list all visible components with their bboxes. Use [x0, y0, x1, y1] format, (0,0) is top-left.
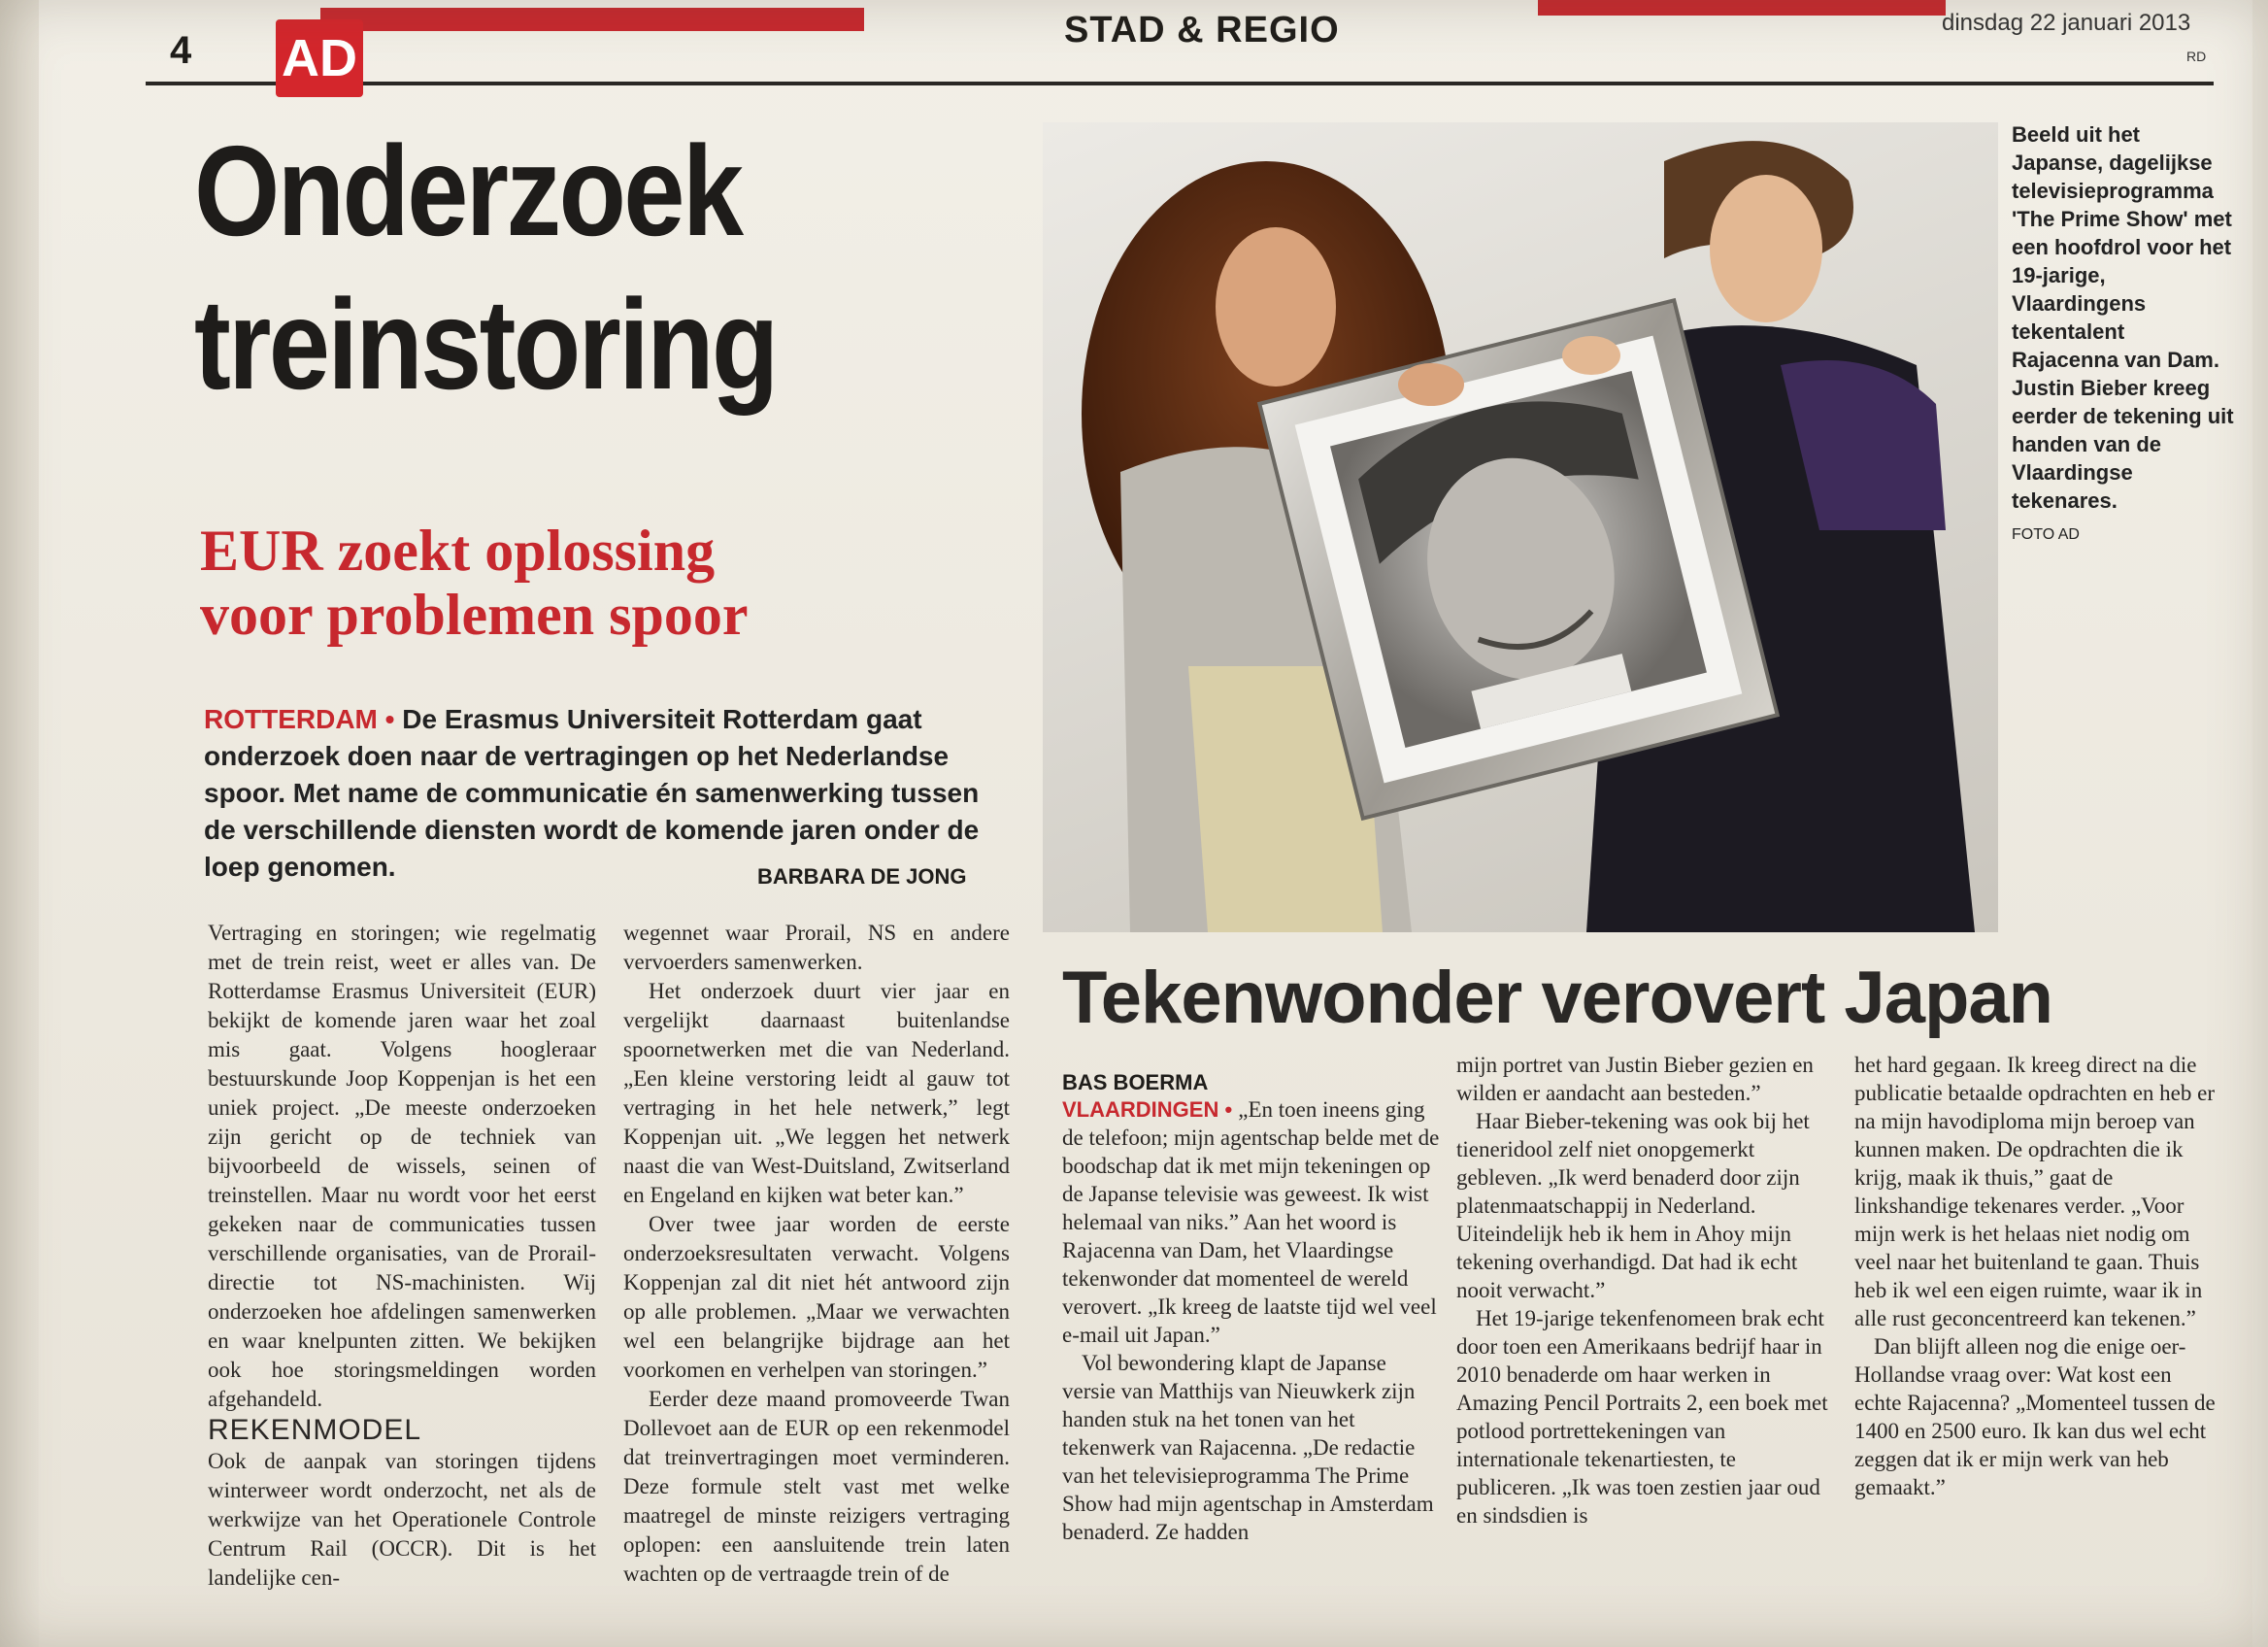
second-dateline-separator: • — [1218, 1097, 1239, 1122]
lead-text: De Erasmus Universiteit Rotterdam gaat onderzoek doen naar de vertragingen op het Nederlandse spoor. Met name de communicatie én samenwerking tussen de verschillende diensten wordt de komende jaren onder de loep genomen. — [204, 704, 980, 882]
paragraph: Haar Bieber-tekening was ook bij het tieneridool zelf niet onopgemerkt gebleven. „Ik werd benaderd door zijn platenmaatschappij in Nederland. Uiteindelijk heb ik hem in Ahoy mijn tekening overhandigd. Dat had ik echt nooit verwacht.” — [1456, 1109, 1810, 1302]
woman-hand — [1398, 363, 1464, 406]
subhead-line-2: voor problemen spoor — [200, 583, 749, 647]
header-red-bar-right — [1538, 0, 1946, 16]
byline: BARBARA DE JONG — [757, 864, 967, 889]
paragraph: wegennet waar Prorail, NS en andere vervoerders samenwerken. — [623, 921, 1010, 974]
article-headline — [194, 115, 879, 421]
article-subhead — [200, 519, 996, 647]
second-article-byline: BAS BOERMA — [1062, 1070, 1209, 1094]
issue-date: dinsdag 22 januari 2013 — [1942, 10, 2191, 36]
article-photo — [1043, 122, 1998, 932]
man-hand — [1562, 336, 1620, 375]
photo-credit: FOTO AD — [2012, 526, 2080, 543]
paragraph: mijn portret van Justin Bieber gezien en wilden er aandacht aan besteden.” — [1456, 1053, 1814, 1105]
dateline-separator: • — [377, 704, 403, 734]
header-red-bar-left — [320, 8, 864, 31]
article-column-1 — [208, 919, 596, 1593]
paragraph: Over twee jaar worden de eerste onderzoeksresultaten verwacht. Volgens Koppenjan zal dit niet hét antwoord zijn op alle problemen. „Maar we verwachten wel een belangrijke bijdrage aan het voorkomen en verhelpen van storingen.” — [623, 1212, 1010, 1382]
dateline: ROTTERDAM — [204, 704, 378, 734]
paragraph: Ook de aanpak van storingen tijdens winterweer wordt onderzocht, net als de werkwijze van het Operationele Controle Centrum Rail (OCCR). Dit is het landelijke cen- — [208, 1449, 596, 1590]
paragraph: Vertraging en storingen; wie regelmatig met de trein reist, weet er alles van. De Rotterdamse Erasmus Universiteit (EUR) bekijkt de komende jaren waar het zoal mis gaat. Volgens hoogleraar bestuurskunde Joop Koppenjan is het een uniek project. „De meeste onderzoeken zijn gericht op de techniek van bijvoorbeeld de wissels, seinen of treinstellen. Maar nu wordt voor het eerst gekeken naar de communicaties tussen verschillende organisaties, van de Proraildirectie tot NS-machinisten. Wij onderzoeken hoe afdelingen samenwerken en waar knelpunten zitten. We bekijken ook hoe storingsmeldingen worden afgehandeld. — [208, 921, 596, 1411]
section-title: STAD & REGIO — [1064, 10, 1340, 50]
paragraph: Het 19-jarige tekenfenomeen brak echt door toen een Amerikaans bedrijf haar in 2010 benaderde om haar werken in Amazing Pencil Portraits 2, een boek met potlood portrettekeningen van internationale tekenartiesten, te publiceren. „Ik was toen zestien jaar oud en sindsdien is — [1456, 1306, 1828, 1528]
paragraph — [1062, 1095, 1441, 1349]
paragraph: Het onderzoek duurt vier jaar en vergelijkt daarnaast buitenlandse spoornetwerken met die van Nederland. „Een kleine verstoring leidt al gauw tot vertraging in het hele netwerk,” legt Koppenjan uit. „We leggen het netwerk naast die van West-Duitsland, Zwitserland en Engeland en kijken wat beter kan.” — [623, 979, 1010, 1207]
folded-page-edge — [0, 0, 41, 1647]
photo-illustration — [1043, 122, 1998, 932]
article-lead — [204, 701, 992, 886]
subhead-line-1: EUR zoekt oplossing — [200, 519, 716, 583]
second-dateline: VLAARDINGEN — [1062, 1097, 1219, 1122]
woman-face — [1216, 227, 1336, 387]
article-column-2 — [623, 919, 1010, 1589]
page-number: 4 — [170, 29, 192, 72]
paragraph: het hard gegaan. Ik kreeg direct na die publicatie betaalde opdrachten en heb er na mijn havodiploma mijn beroep van kunnen maken. De opdrachten die ik krijg, maak ik thuis,” gaat de linkshandige tekenares verder. „Voor mijn werk is het helaas niet nodig om veel naar het buitenland te gaan. Thuis heb ik wel een eigen ruimte, waar ik in alle rust geconcentreerd kan tekenen.” — [1854, 1053, 2216, 1330]
second-article-column-3 — [1854, 1051, 2223, 1501]
caption-text: Beeld uit het Japanse, dagelijkse televisieprogramma 'The Prime Show' met een hoofdrol voor het 19-jarige, Vlaardingens tekentalent Rajacenna van Dam. Justin Bieber kreeg eerder de tekening uit handen van de Vlaardingse tekenares. — [2012, 122, 2234, 513]
paragraph-text: „En toen ineens ging de telefoon; mijn agentschap belde met de boodschap dat ik met mijn tekeningen op de Japanse televisie was geweest. Ik wist helemaal van niks.” Aan het woord is Rajacenna van Dam, het Vlaardingse tekenwonder dat momenteel de wereld verovert. „Ik kreeg de laatste tijd wel veel e-mail uit Japan.” — [1062, 1097, 1440, 1347]
second-article-column-1 — [1062, 1095, 1441, 1546]
second-article-headline: Tekenwonder verovert Japan — [1062, 957, 2053, 1039]
edition-code: RD — [2186, 49, 2207, 64]
man-face — [1710, 175, 1822, 322]
ad-logo: AD — [276, 19, 363, 97]
second-article-column-2 — [1456, 1051, 1835, 1529]
paragraph: Eerder deze maand promoveerde Twan Dollevoet aan de EUR op een rekenmodel dat treinvertragingen moet verminderen. Deze formule stelt vast met welke maatregel de minste reizigers vertraging oplopen: een aansluitende trein laten wachten op de vertraagde trein of de — [623, 1387, 1010, 1586]
paragraph: Dan blijft alleen nog die enige oer-Hollandse vraag over: Wat kost een echte Rajacenna? „Momenteel tussen de 1400 en 2500 euro. Ik kan dus wel echt zeggen dat ik er mijn werk van heb gemaakt.” — [1854, 1334, 2216, 1499]
inline-subheading: REKENMODEL — [208, 1414, 422, 1446]
headline-line-1: Onderzoek — [194, 119, 742, 262]
photo-caption — [2012, 120, 2235, 549]
header-rule — [146, 82, 2214, 85]
paragraph: Vol bewondering klapt de Japanse versie van Matthijs van Nieuwkerk zijn handen stuk na het tonen van het tekenwerk van Rajacenna. „De redactie van het televisieprogramma The Prime Show had mijn agentschap in Amsterdam benaderd. Ze hadden — [1062, 1351, 1434, 1544]
headline-line-2: treinstoring — [194, 273, 777, 416]
